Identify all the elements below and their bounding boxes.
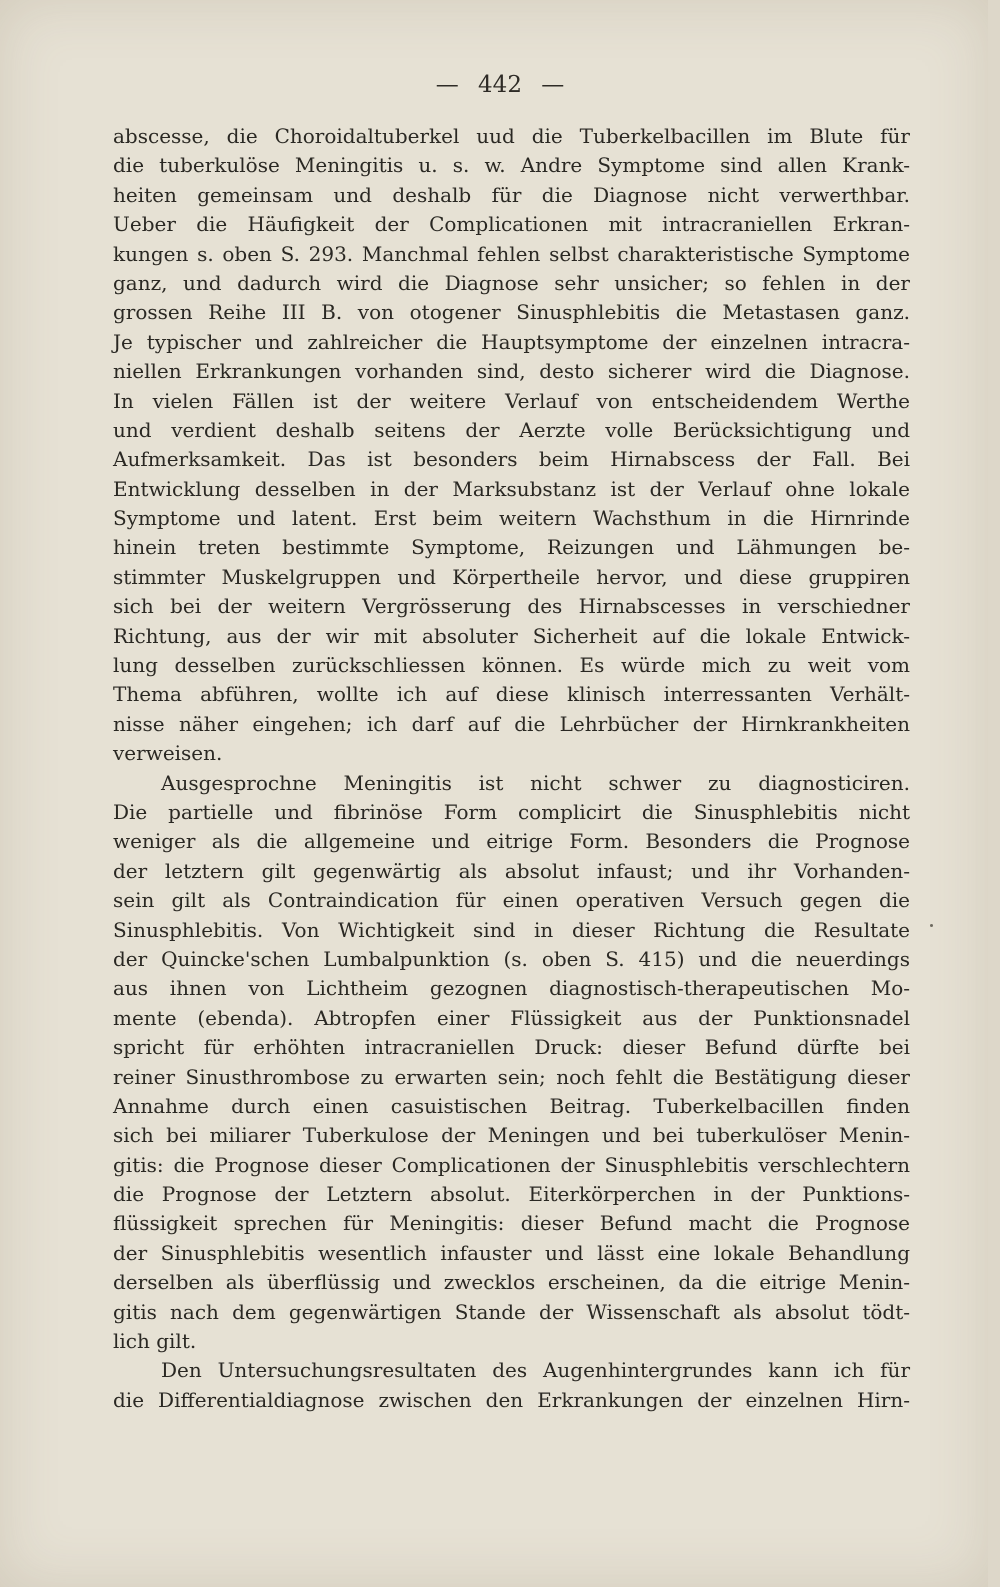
text-line: aus ihnen von Lichtheim gezognen diagnostisch-therapeutischen Mo- (113, 976, 910, 1001)
text-line: Entwicklung desselben in der Marksubstanz ist der Verlauf ohne lokale (113, 476, 910, 501)
text-line: Aufmerksamkeit. Das ist besonders beim Hirnabscess der Fall. Bei (113, 447, 910, 472)
paragraph-end-line: verweisen. (113, 741, 223, 766)
text-line: kungen s. oben S. 293. Manchmal fehlen selbst charakteristische Symptome (113, 241, 910, 266)
text-line: Richtung, aus der wir mit absoluter Sicherheit auf die lokale Entwick- (113, 623, 910, 648)
text-line: weniger als die allgemeine und eitrige Form. Besonders die Prognose (113, 829, 910, 854)
text-line: niellen Erkrankungen vorhanden sind, desto sicherer wird die Diagnose. (113, 359, 910, 384)
text-line: In vielen Fällen ist der weitere Verlauf von entscheidendem Werthe (113, 388, 910, 413)
page-header (0, 72, 1000, 98)
text-line: derselben als überflüssig und zwecklos erscheinen, da die eitrige Menin- (113, 1270, 910, 1295)
text-line: Annahme durch einen casuistischen Beitrag. Tuberkelbacillen finden (113, 1093, 910, 1118)
text-line: Die partielle und fibrinöse Form complicirt die Sinusphlebitis nicht (113, 799, 910, 824)
text-line: der Sinusphlebitis wesentlich infauster und lässt eine lokale Behandlung (113, 1240, 910, 1265)
paragraph-first-line: Den Untersuchungsresultaten des Augenhintergrundes kann ich für (161, 1358, 910, 1383)
text-line: nisse näher eingehen; ich darf auf die Lehrbücher der Hirnkrankheiten (113, 711, 910, 736)
text-line: reiner Sinusthrombose zu erwarten sein; noch fehlt die Bestätigung dieser (113, 1064, 910, 1089)
text-line: Ueber die Häufigkeit der Complicationen mit intracraniellen Erkran- (113, 212, 910, 237)
text-line: stimmter Muskelgruppen und Körpertheile hervor, und diese gruppiren (113, 564, 910, 589)
text-line: Sinusphlebitis. Von Wichtigkeit sind in dieser Richtung die Resultate (113, 917, 910, 942)
text-line: mente (ebenda). Abtropfen einer Flüssigkeit aus der Punktionsnadel (113, 1005, 910, 1030)
text-line: gitis nach dem gegenwärtigen Stande der Wissenschaft als absolut tödt- (113, 1299, 910, 1324)
header-dash-right: — (541, 72, 565, 98)
text-line: ganz, und dadurch wird die Diagnose sehr unsicher; so fehlen in der (113, 270, 910, 295)
text-line: lung desselben zurückschliessen können. Es würde mich zu weit vom (113, 653, 910, 678)
text-line: sein gilt als Contraindication für einen operativen Versuch gegen die (113, 888, 910, 913)
text-line: die tuberkulöse Meningitis u. s. w. Andre Symptome sind allen Krank- (113, 153, 910, 178)
text-line: Je typischer und zahlreicher die Hauptsymptome der einzelnen intracra- (113, 329, 910, 354)
paragraph-first-line: Ausgesprochne Meningitis ist nicht schwer zu diagnosticiren. (161, 770, 910, 795)
text-line: die Prognose der Letztern absolut. Eiterkörperchen in der Punktions- (113, 1182, 910, 1207)
text-line: sich bei der weitern Vergrösserung des Hirnabscesses in verschiedner (113, 594, 910, 619)
text-line: flüssigkeit sprechen für Meningitis: dieser Befund macht die Prognose (113, 1211, 910, 1236)
text-line: Symptome und latent. Erst beim weitern Wachsthum in die Hirnrinde (113, 506, 910, 531)
text-line: der letztern gilt gegenwärtig als absolut infaust; und ihr Vorhanden- (113, 858, 910, 883)
text-line: abscesse, die Choroidaltuberkel uud die Tuberkelbacillen im Blute für (113, 124, 910, 148)
paragraph-end-line: lich gilt. (113, 1329, 197, 1354)
text-line: spricht für erhöhten intracraniellen Druck: dieser Befund dürfte bei (113, 1035, 910, 1060)
text-line: Thema abführen, wollte ich auf diese klinisch interressanten Verhält- (113, 682, 910, 707)
text-line: heiten gemeinsam und deshalb für die Diagnose nicht verwerthbar. (113, 182, 910, 207)
paper-speck (930, 924, 933, 927)
text-line: und verdient deshalb seitens der Aerzte volle Berücksichtigung und (113, 417, 910, 442)
text-line: grossen Reihe III B. von otogener Sinusphlebitis die Metastasen ganz. (113, 300, 910, 325)
text-line: die Differentialdiagnose zwischen den Erkrankungen der einzelnen Hirn- (113, 1387, 910, 1412)
text-line: gitis: die Prognose dieser Complicationen der Sinusphlebitis verschlechtern (113, 1152, 910, 1177)
header-dash-left: — (435, 72, 459, 98)
text-line: der Quincke'schen Lumbalpunktion (s. oben S. 415) und die neuerdings (113, 946, 910, 971)
text-line: sich bei miliarer Tuberkulose der Meningen und bei tuberkulöser Menin- (113, 1123, 910, 1148)
text-line: hinein treten bestimmte Symptome, Reizungen und Lähmungen be- (113, 535, 910, 560)
page-number: 442 (478, 72, 522, 98)
body-text (113, 122, 910, 1415)
